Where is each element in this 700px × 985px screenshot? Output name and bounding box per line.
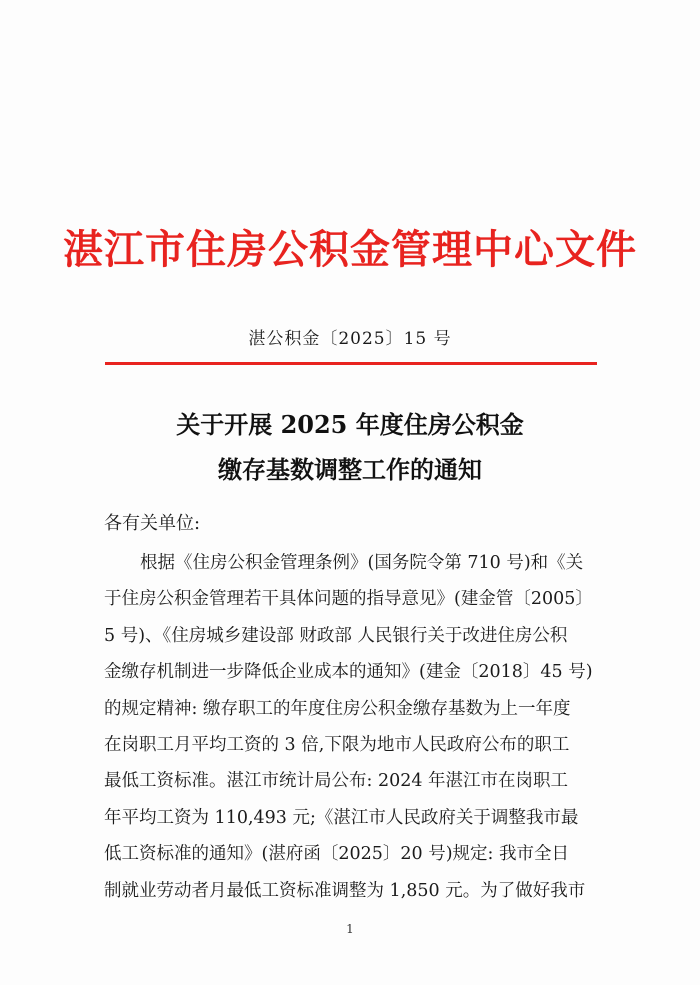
document-number: 湛公积金〔2025〕15 号 xyxy=(248,329,452,349)
addressee: 各有关单位: xyxy=(104,513,201,534)
body-line: 最低工资标准。湛江市统计局公布: 2024 年湛江市在岗职工 xyxy=(104,771,569,792)
notice-title-line-1: 关于开展 2025 年度住房公积金 xyxy=(176,410,524,439)
body-line: 在岗职工月平均工资的 3 倍,下限为地市人民政府公布的职工 xyxy=(104,735,570,756)
body-line: 的规定精神: 缴存职工的年度住房公积金缴存基数为上一年度 xyxy=(104,698,571,719)
body-line: 低工资标准的通知》(湛府函〔2025〕20 号)规定: 我市全日 xyxy=(104,844,569,865)
page-number: 1 xyxy=(346,922,354,936)
body-paragraph xyxy=(104,545,614,909)
body-line: 5 号)、《住房城乡建设部 财政部 人民银行关于改进住房公积 xyxy=(104,625,568,646)
body-line: 根据《住房公积金管理条例》(国务院令第 710 号)和《关 xyxy=(140,553,584,573)
body-line: 年平均工资为 110,493 元;《湛江市人民政府关于调整我市最 xyxy=(104,807,579,828)
body-line: 于住房公积金管理若干具体问题的指导意见》(建金管〔2005〕 xyxy=(104,589,593,610)
body-line: 金缴存机制进一步降低企业成本的通知》(建金〔2018〕45 号) xyxy=(104,662,593,683)
body-line: 制就业劳动者月最低工资标准调整为 1,850 元。为了做好我市 xyxy=(104,880,586,901)
red-divider-line xyxy=(105,362,597,365)
notice-title-line-2: 缴存基数调整工作的通知 xyxy=(218,455,482,484)
notice-title xyxy=(0,402,700,492)
issuer-header-title: 湛江市住房公积金管理中心文件 xyxy=(63,226,637,273)
